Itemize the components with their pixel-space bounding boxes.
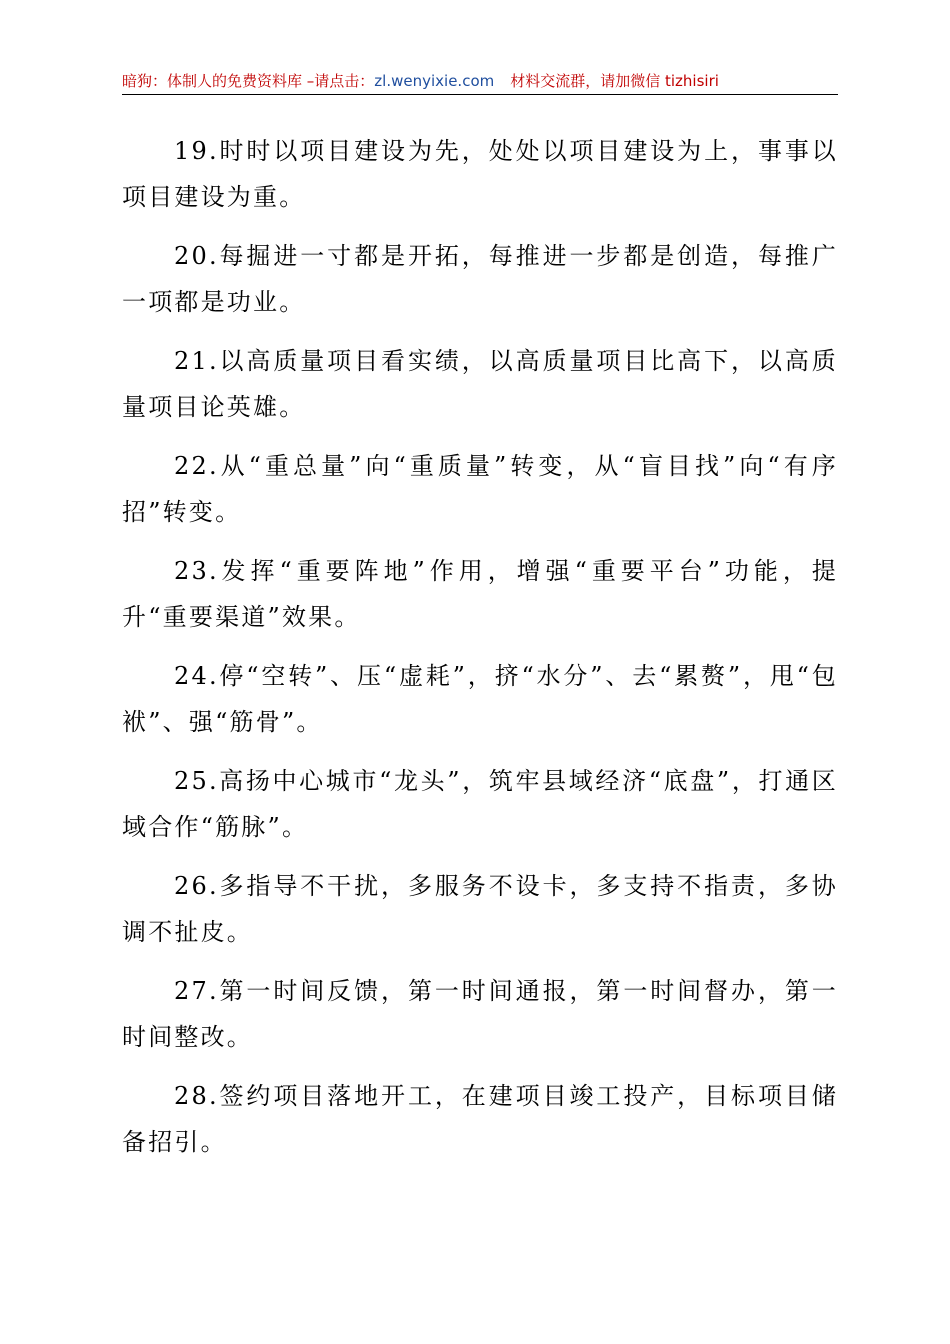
header-divider bbox=[122, 94, 838, 95]
header-brand: 暗狗：体制人的免费资料库 bbox=[122, 72, 303, 90]
list-item: 25.高扬中心城市“龙头”，筑牢县域经济“底盘”，打通区域合作“筋脉”。 bbox=[122, 767, 838, 841]
list-item: 19.时时以项目建设为先，处处以项目建设为上，事事以项目建设为重。 bbox=[122, 137, 838, 211]
header-url-link[interactable]: zl.wenyixie.com bbox=[374, 72, 495, 90]
header-prompt: –请点击： bbox=[302, 72, 375, 90]
list-item: 26.多指导不干扰，多服务不设卡，多支持不指责，多协调不扯皮。 bbox=[122, 872, 838, 946]
list-item: 28.签约项目落地开工，在建项目竣工投产，目标项目储备招引。 bbox=[122, 1082, 838, 1156]
header-contact: 材料交流群，请加微信 tizhisiri bbox=[510, 72, 719, 90]
list-item: 24.停“空转”、压“虚耗”，挤“水分”、去“累赘”，甩“包袱”、强“筋骨”。 bbox=[122, 662, 838, 736]
list-item: 21.以高质量项目看实绩，以高质量项目比高下，以高质量项目论英雄。 bbox=[122, 347, 838, 421]
list-item: 27.第一时间反馈，第一时间通报，第一时间督办，第一时间整改。 bbox=[122, 977, 838, 1051]
page-header bbox=[122, 70, 838, 92]
list-item: 23.发挥“重要阵地”作用，增强“重要平台”功能，提升“重要渠道”效果。 bbox=[122, 557, 838, 631]
document-body bbox=[122, 128, 838, 1178]
list-item: 20.每掘进一寸都是开拓，每推进一步都是创造，每推广一项都是功业。 bbox=[122, 242, 838, 316]
list-item: 22.从“重总量”向“重质量”转变，从“盲目找”向“有序招”转变。 bbox=[122, 452, 838, 526]
